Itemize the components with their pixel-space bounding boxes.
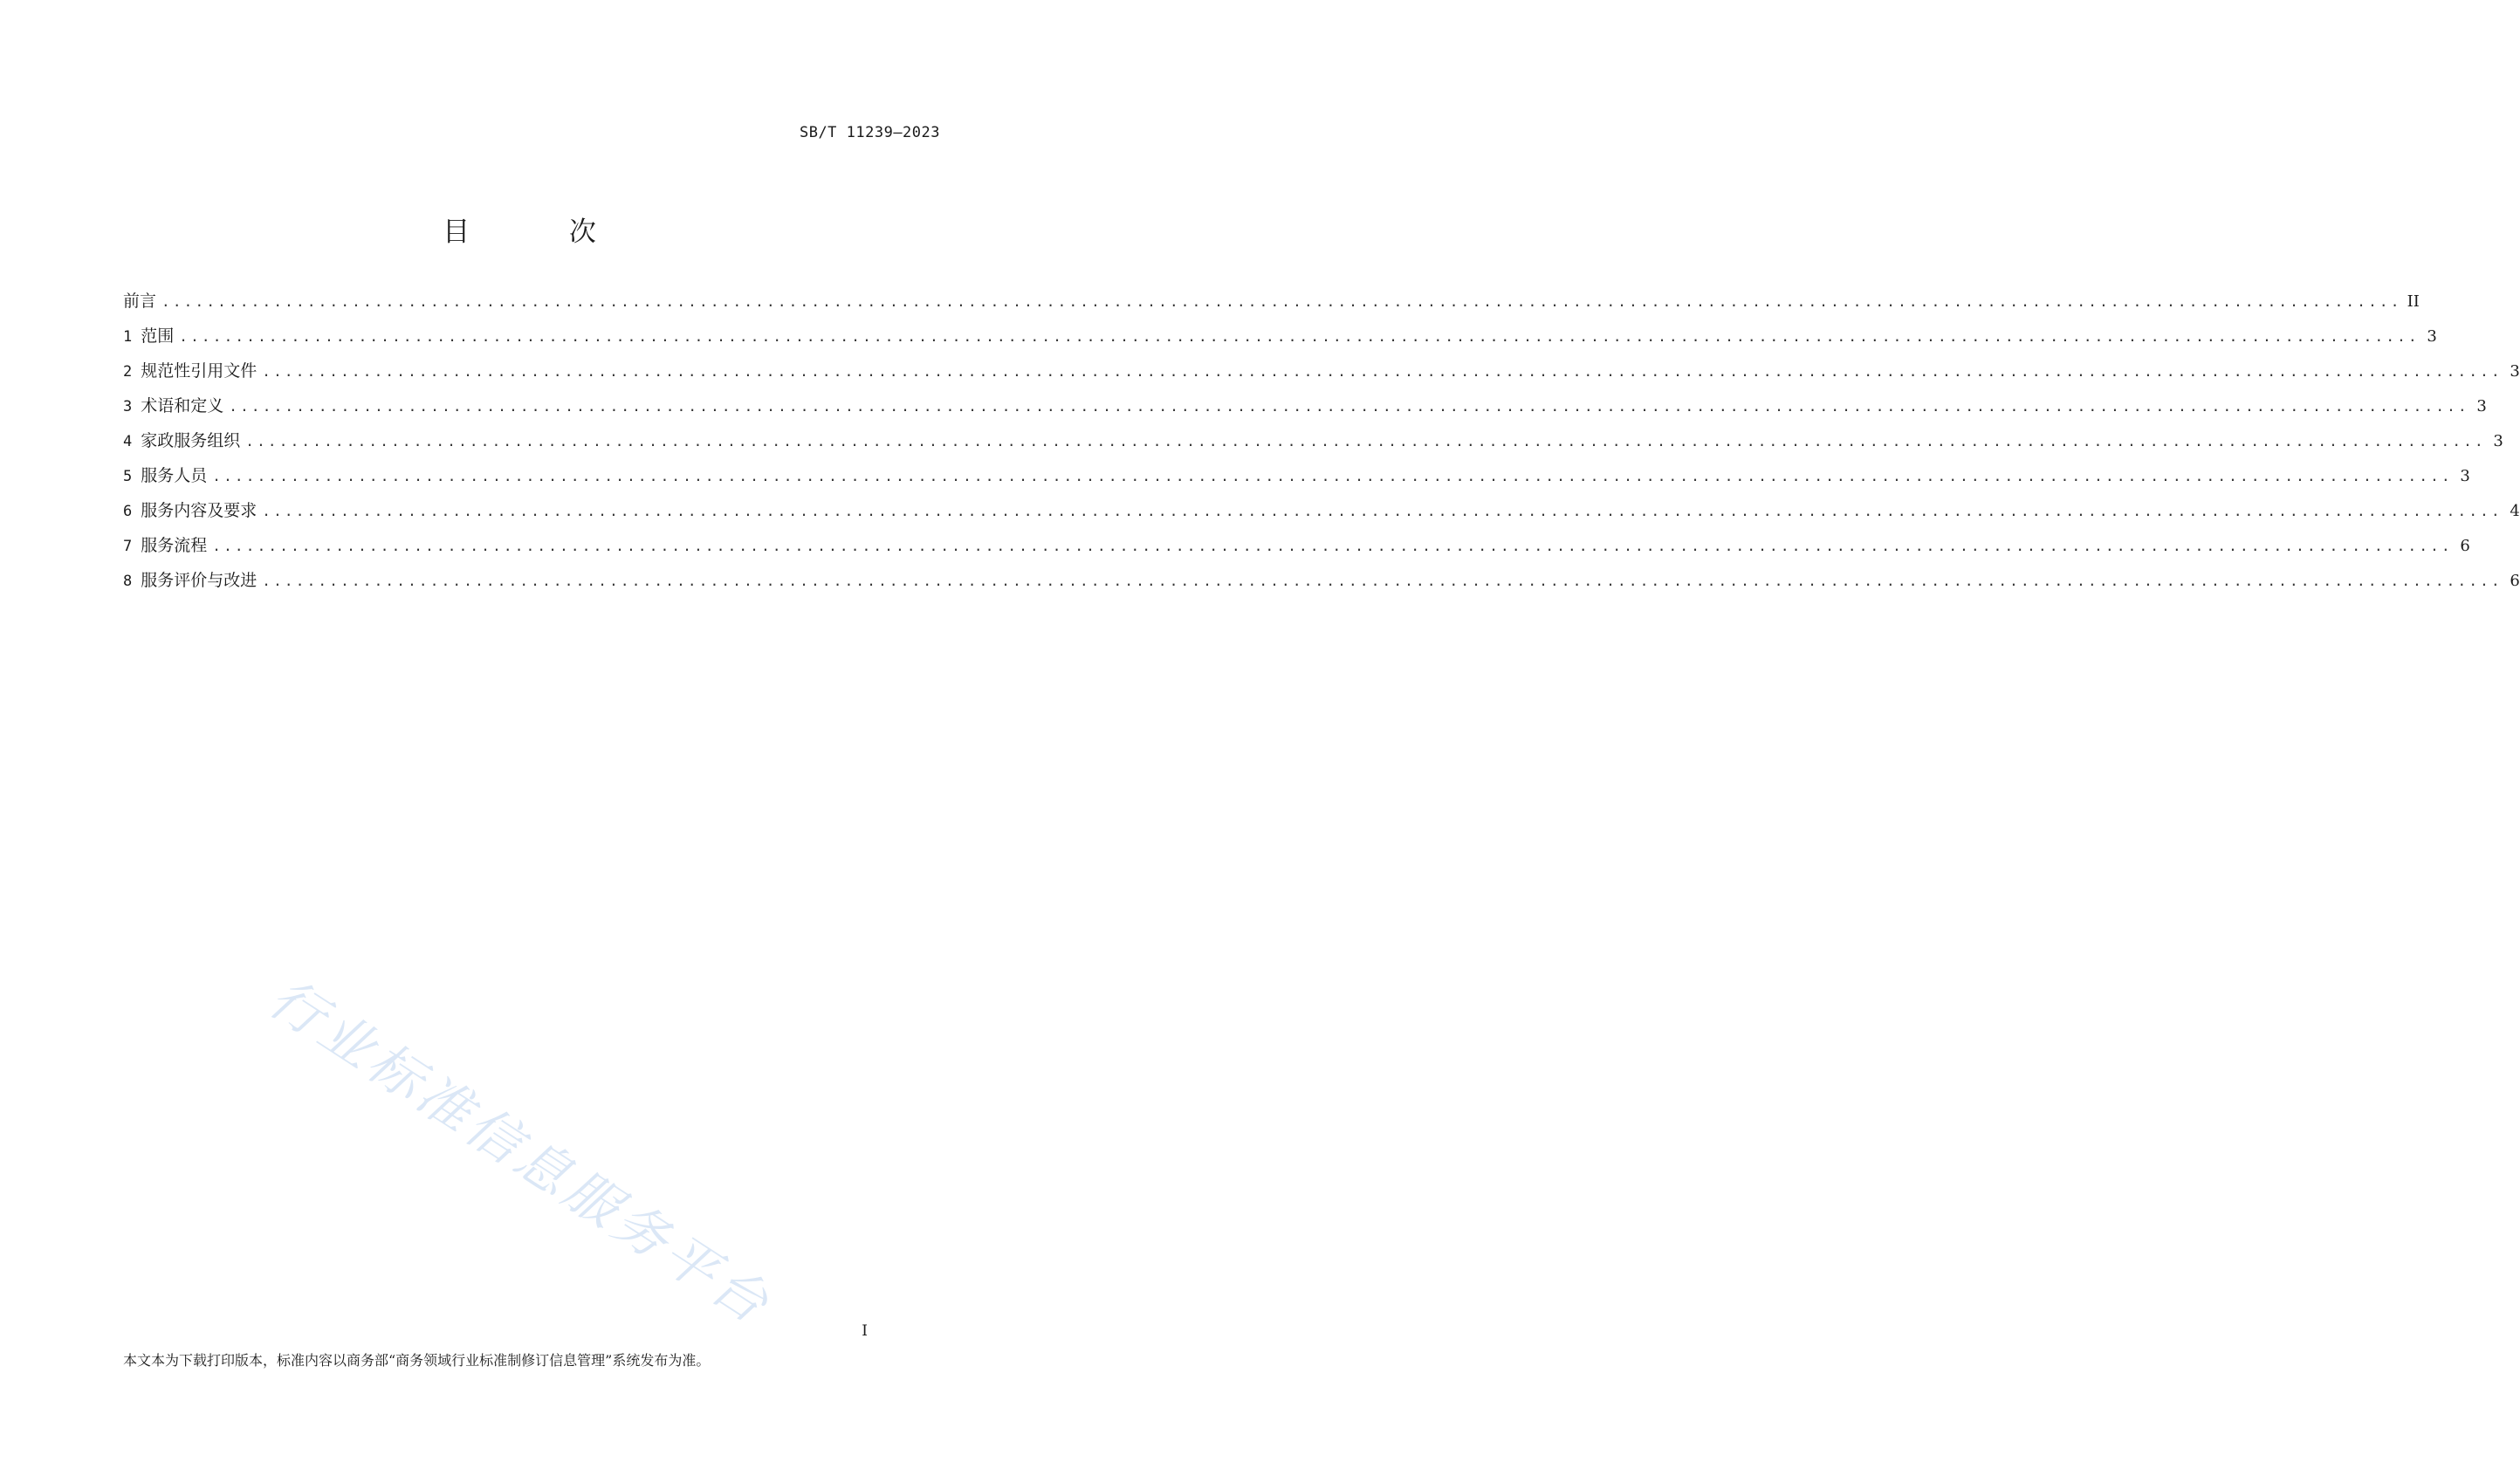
toc-entry-label: 范围	[141, 326, 175, 346]
toc-entry-label: 家政服务组织	[141, 431, 241, 450]
page-number: I	[862, 1322, 868, 1340]
toc-entry-number: 2	[123, 363, 133, 381]
toc-entry-label: 规范性引用文件	[141, 361, 257, 381]
dot-leader: ........................................................................................................................................................................................................	[161, 293, 2402, 310]
toc-entry-page: 6	[2460, 537, 2470, 555]
toc-entry-service-process[interactable]	[123, 528, 2470, 563]
dot-leader: ........................................................................................................................................................................................................	[245, 433, 2486, 450]
toc-entry-page: II	[2407, 292, 2420, 311]
toc-entry-normative-references[interactable]	[123, 354, 2520, 388]
dot-leader: ........................................................................................................................................................................................................	[262, 573, 2503, 589]
toc-entry-evaluation[interactable]	[123, 563, 2520, 598]
toc-entry-page: 3	[2493, 432, 2503, 450]
toc-entry-page: 3	[2510, 362, 2520, 381]
dot-leader: ........................................................................................................................................................................................................	[179, 328, 2420, 345]
toc-entry-service-content[interactable]	[123, 493, 2520, 528]
toc-entry-number: 4	[123, 433, 133, 450]
toc-entry-number: 1	[123, 328, 133, 346]
dot-leader: ........................................................................................................................................................................................................	[262, 503, 2503, 519]
toc-entry-number: 6	[123, 503, 133, 520]
page-title: 目 次	[443, 216, 642, 248]
toc-entry-label: 术语和定义	[141, 396, 224, 415]
toc-entry-scope[interactable]	[123, 319, 2437, 354]
document-number: SB/T 11239—2023	[799, 124, 940, 141]
dot-leader: ........................................................................................................................................................................................................	[229, 398, 2469, 415]
toc-entry-label: 服务人员	[141, 466, 208, 485]
toc-entry-number: 8	[123, 573, 133, 590]
dot-leader: ........................................................................................................................................................................................................	[212, 468, 2453, 484]
toc-entry-organization[interactable]	[123, 423, 2503, 458]
toc-entry-personnel[interactable]	[123, 458, 2470, 493]
toc-entry-page: 4	[2510, 502, 2520, 520]
toc-entry-label: 服务评价与改进	[141, 571, 257, 590]
toc-entry-foreword[interactable]	[123, 284, 2420, 319]
toc-entry-number: 3	[123, 398, 133, 415]
watermark: 行业标准信息服务平台	[257, 966, 783, 1338]
toc-entry-page: 3	[2476, 397, 2487, 415]
toc-entry-page: 6	[2510, 572, 2520, 590]
toc-entry-page: 3	[2460, 467, 2470, 485]
toc-entry-label: 服务流程	[141, 536, 208, 555]
footer-note: 本文本为下载打印版本，标准内容以商务部“商务领域行业标准制修订信息管理”系统发布为准。	[123, 1352, 711, 1369]
dot-leader: ........................................................................................................................................................................................................	[262, 363, 2503, 380]
table-of-contents	[123, 284, 2520, 598]
toc-entry-number: 5	[123, 468, 133, 485]
toc-entry-page: 3	[2427, 327, 2437, 346]
toc-entry-number: 7	[123, 538, 133, 555]
toc-entry-label: 服务内容及要求	[141, 501, 257, 520]
toc-entry-label: 前言	[123, 292, 157, 311]
toc-entry-terms-definitions[interactable]	[123, 388, 2487, 423]
dot-leader: ........................................................................................................................................................................................................	[212, 538, 2453, 554]
